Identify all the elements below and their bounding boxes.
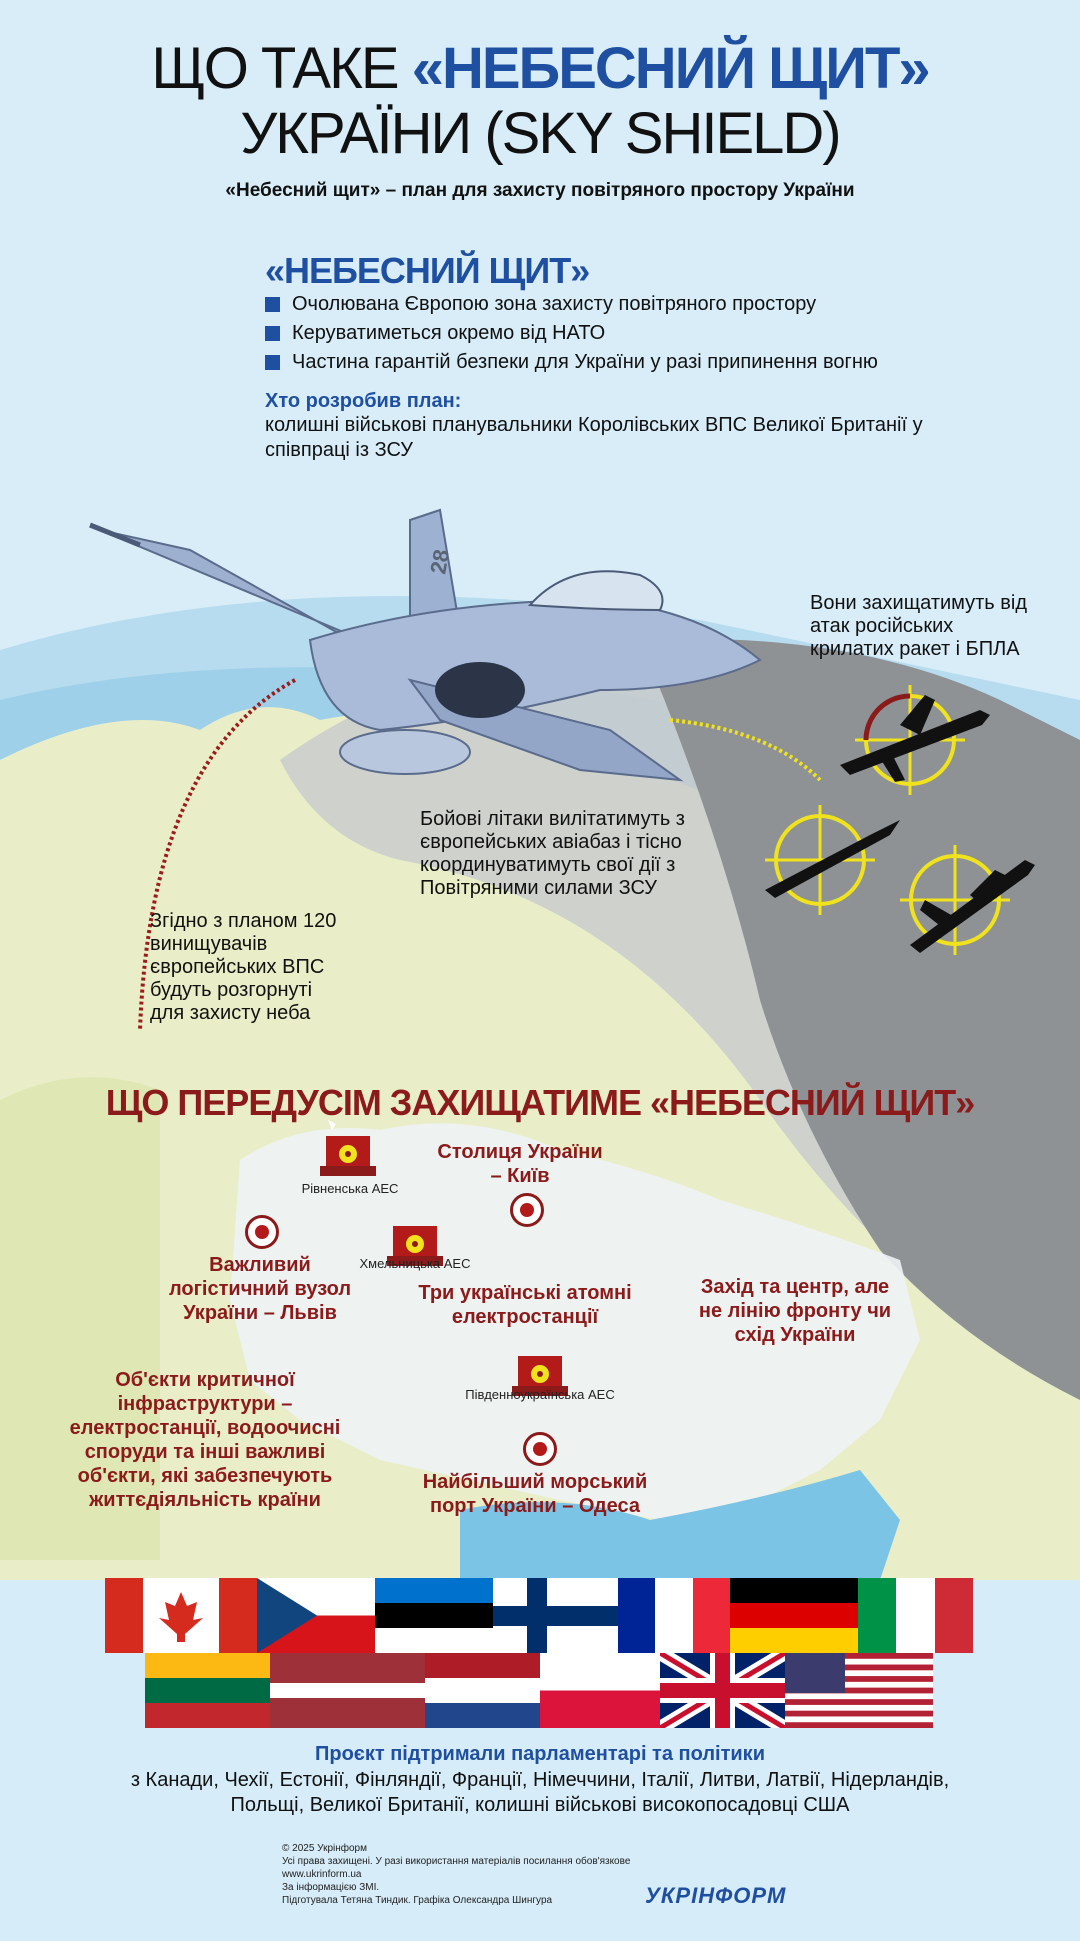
npp-rivne-label: Рівненська АЕС — [301, 1181, 399, 1196]
location-target-icon — [245, 1215, 279, 1249]
flag-netherlands — [425, 1653, 540, 1728]
flag-finland — [493, 1578, 618, 1653]
npps-text: Три українські атомні електростанції — [418, 1282, 632, 1328]
nuclear-plant-icon — [318, 1120, 378, 1176]
location-target-icon — [523, 1432, 557, 1466]
bullet-square-icon — [265, 297, 280, 312]
npp-south-label: Південноукраїнська АЕС — [465, 1387, 615, 1402]
note-plan: Згідно з планом 120 винищувачів європейських ВПС будуть розгорнуті для захисту неба — [150, 910, 337, 1024]
support-title: Проєкт підтримали парламентарі та політики — [315, 1743, 765, 1765]
missile-targets-graphic — [760, 670, 1060, 970]
bullet-text: Керуватиметься окремо від НАТО — [292, 322, 606, 344]
target-crosshair-icon — [765, 805, 900, 915]
flag-france — [618, 1578, 730, 1653]
infrastructure-text: Об'єкти критичної інфраструктури – електростанції, водоочисні споруди та інші важливі об'єкти, які забезпечують життєдіяльність країни — [69, 1369, 341, 1511]
flag-germany — [730, 1578, 858, 1653]
lviv-text: Важливий логістичний вузол України – Львів — [168, 1254, 352, 1324]
kyiv-text: Столиця України – Київ — [437, 1141, 603, 1187]
subtitle: «Небесний щит» – план для захисту повітряного простору України — [225, 180, 855, 201]
target-crosshair-icon — [900, 845, 1035, 955]
flag-italy — [858, 1578, 973, 1653]
who-developed-label: Хто розробив план: — [265, 390, 462, 412]
note-protect: Вони захищатимуть від атак російських крилатих ракет і БПЛА — [810, 592, 1028, 660]
title-highlight: «НЕБЕСНИЙ ЩИТ» — [411, 36, 929, 101]
bullet-text: Частина гарантій безпеки для України у разі припинення вогню — [292, 351, 878, 373]
flag-united-kingdom — [660, 1653, 785, 1728]
bullet-text: Очолювана Європою зона захисту повітряного простору — [292, 293, 817, 315]
support-text: з Канади, Чехії, Естонії, Фінляндії, Франції, Німеччини, Італії, Литви, Латвії, Нідерландів, Польщі, Великої Британії, колишні військові високопосадовці США — [130, 1769, 950, 1816]
location-target-icon — [510, 1193, 544, 1227]
bullet-item — [265, 293, 816, 316]
west-center-text: Захід та центр, але не лінію фронту чи схід України — [698, 1276, 892, 1346]
flag-estonia — [375, 1578, 493, 1653]
flag-lithuania — [145, 1653, 270, 1728]
flag-canada — [105, 1578, 257, 1653]
odesa-text: Найбільший морський порт України – Одеса — [422, 1471, 648, 1517]
protect-section-title: ЩО ПЕРЕДУСІМ ЗАХИЩАТИМЕ «НЕБЕСНИЙ ЩИТ» — [105, 1082, 975, 1123]
title-line-2: УКРАЇНИ (SKY SHIELD) — [240, 101, 840, 166]
footer-credits — [282, 1842, 630, 1907]
bullet-square-icon — [265, 326, 280, 341]
aircraft-number: 28 — [425, 547, 455, 576]
title-line-1 — [0, 35, 1080, 102]
npp-khmelnytskyi-label: Хмельницька АЕС — [359, 1256, 471, 1271]
footer-rights: Усі права захищені. У разі використання матеріалів посилання обов'язкове — [282, 1856, 631, 1867]
sky-shield-heading: «НЕБЕСНИЙ ЩИТ» — [265, 250, 590, 291]
bullet-item — [265, 351, 878, 374]
flag-united-states — [785, 1653, 933, 1728]
target-crosshair-icon — [840, 685, 990, 795]
note-jets: Бойові літаки вилітатимуть з європейських авіабаз і тісно координуватимуть свої дії з Повітряними силами ЗСУ — [420, 808, 685, 899]
bullet-square-icon — [265, 355, 280, 370]
footer-authors: Підготувала Тетяна Тиндик. Графіка Олександра Шингура — [282, 1895, 553, 1906]
flag-czechia — [257, 1578, 375, 1653]
ukrinform-logo: УКРІНФОРМ — [645, 1883, 787, 1908]
title-prefix: ЩО ТАКЕ — [151, 36, 412, 101]
who-developed-text: колишні військові планувальники Королівських ВПС Великої Британії у співпраці із ЗСУ — [265, 414, 923, 461]
bullet-item — [265, 322, 605, 345]
footer-copyright: © 2025 Укрінформ — [282, 1843, 367, 1854]
flag-poland — [540, 1653, 660, 1728]
footer-source: За інформацією ЗМІ. — [282, 1882, 380, 1893]
footer-site-link[interactable]: www.ukrinform.ua — [282, 1869, 362, 1880]
flag-latvia — [270, 1653, 425, 1728]
